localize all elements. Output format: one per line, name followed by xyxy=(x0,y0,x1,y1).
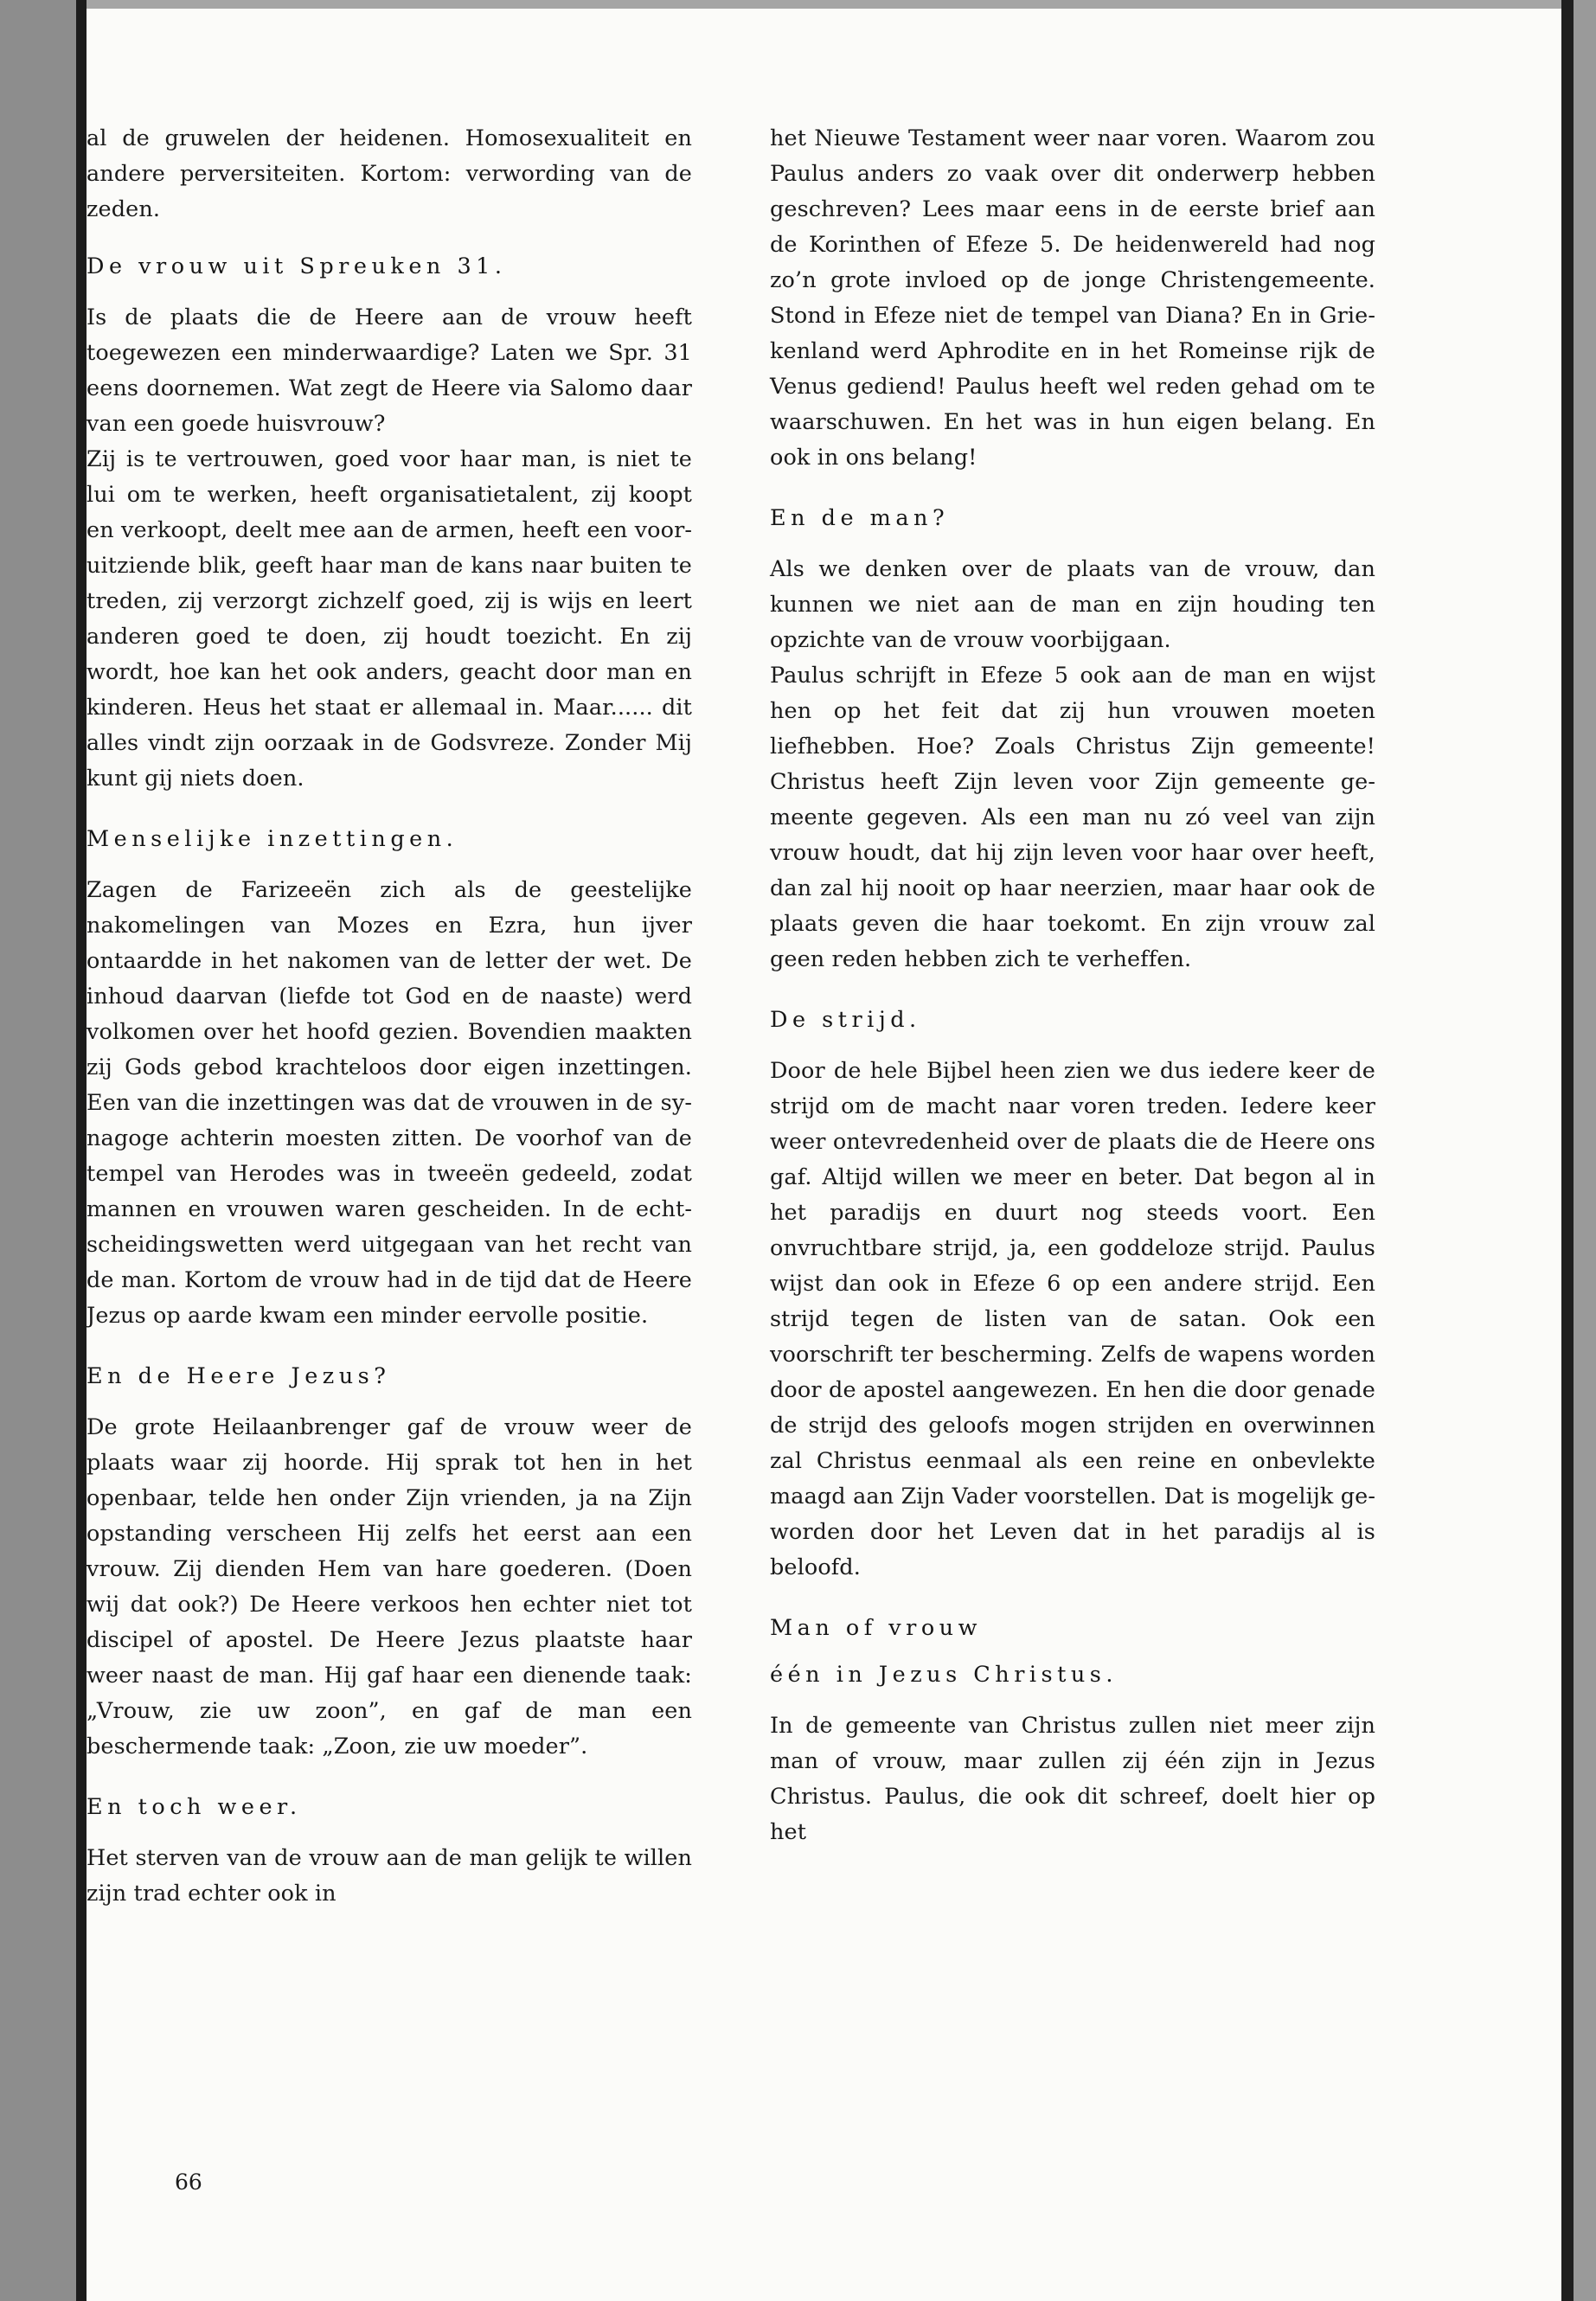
scan-edge-right xyxy=(1572,0,1596,2301)
text-columns xyxy=(87,121,1479,1912)
left-column xyxy=(87,121,692,1912)
paragraph: Zagen de Farizeeën zich als de geestelijke nakomelingen van Mozes en Ezra, hun ijver ontaardde in het nakomen van de letter der wet. De inhoud daarvan (liefde tot God en de naaste) werd volkomen over het hoofd gezien. Bovendien maakten zij Gods gebod krachteloos door eigen inzettingen. Een van die inzettingen was dat de vrouwen in de synagoge achterin moesten zitten. De voorhof van de tempel van Herodes was in tweeën gedeeld, zodat mannen en vrouwen waren gescheiden. In de echtscheidingswetten werd uitgegaan van het recht van de man. Kortom de vrouw had in de tijd dat de Heere Jezus op aarde kwam een minder eervolle positie. xyxy=(87,877,692,1329)
paragraph: het Nieuwe Testament weer naar voren. Waarom zou Paulus anders zo vaak over dit onderwerp hebben geschreven? Lees maar eens in de eerste brief aan de Korinthen of Efeze 5. De heidenwereld had nog zo’n grote invloed op de jonge Christengemeente. Stond in Efeze niet de tempel van Diana? En in Griekenland werd Aphrodite en in het Romeinse rijk de Venus gediend! Paulus heeft wel reden gehad om te waarschuwen. En het was in hun eigen belang. En ook in ons belang! xyxy=(770,125,1375,471)
section-subheading: één in Jezus Christus. xyxy=(770,1662,1118,1688)
right-column xyxy=(770,121,1375,1912)
section-heading: Man of vrouw xyxy=(770,1615,982,1641)
paragraph: Zij is te vertrouwen, goed voor haar man, is niet te lui om te werken, heeft organisatietalent, zij koopt en verkoopt, deelt mee aan de armen, heeft een vooruitziende blik, geeft haar man de kans naar buiten te treden, zij verzorgt zichzelf goed, zij is wijs en leert anderen goed te doen, zij houdt toezicht. En zij wordt, hoe kan het ook anders, geacht door man en kinderen. Heus het staat er allemaal in. Maar...... dit alles vindt zijn oorzaak in de Godsvreze. Zonder Mij kunt gij niets doen. xyxy=(87,446,692,792)
scan-gutter-left xyxy=(76,0,87,2301)
scan-edge-top xyxy=(87,0,1561,9)
section-heading: Menselijke inzettingen. xyxy=(87,826,458,852)
paragraph: Door de hele Bijbel heen zien we dus iedere keer de strijd om de macht naar voren treden. Iedere keer weer ontevredenheid over de plaats die de Heere ons gaf. Altijd willen we meer en beter. Dat begon al in het paradijs en duurt nog steeds voort. Een onvruchtbare strijd, ja, een goddeloze strijd. Paulus wijst dan ook in Efeze 6 op een andere strijd. Een strijd tegen de listen van de satan. Ook een voorschrift ter bescherming. Zelfs de wapens worden door de apostel aangewezen. En hen die door genade de strijd des geloofs mogen strijden en overwinnen zal Christus eenmaal als een reine en onbevlekte maagd aan Zijn Vader voorstellen. Dat is mogelijk geworden door het Leven dat in het paradijs al is beloofd. xyxy=(770,1058,1375,1580)
section-heading: En de man? xyxy=(770,505,950,531)
paragraph: Het sterven van de vrouw aan de man gelijk te willen zijn trad echter ook in xyxy=(87,1845,692,1907)
paragraph: Paulus schrijft in Efeze 5 ook aan de man en wijst hen op het feit dat zij hun vrouwen moeten liefhebben. Hoe? Zoals Christus Zijn gemeente! Christus heeft Zijn leven voor Zijn gemeente gemeente gegeven. Als een man nu zó veel van zijn vrouw houdt, dat hij zijn leven voor haar over heeft, dan zal hij nooit op haar neerzien, maar haar ook de plaats geven die haar toekomt. En zijn vrouw zal geen reden hebben zich te verheffen. xyxy=(770,663,1375,972)
scan-edge-left xyxy=(0,0,87,2301)
scan-gutter-right xyxy=(1561,0,1574,2301)
paragraph: Is de plaats die de Heere aan de vrouw heeft toegewezen een minderwaardige? Laten we Spr. 31 eens doornemen. Wat zegt de Heere via Salomo daar van een goede huisvrouw? xyxy=(87,304,692,437)
paragraph: In de gemeente van Christus zullen niet meer zijn man of vrouw, maar zullen zij één zijn in Jezus Christus. Paulus, die ook dit schreef, doelt hier op het xyxy=(770,1713,1375,1845)
paragraph: al de gruwelen der heidenen. Homosexualiteit en andere perversiteiten. Kortom: verwording van de zeden. xyxy=(87,125,692,222)
section-heading: En toch weer. xyxy=(87,1794,302,1820)
section-heading: De vrouw uit Spreuken 31. xyxy=(87,253,507,279)
paragraph: Als we denken over de plaats van de vrouw, dan kunnen we niet aan de man en zijn houding ten opzichte van de vrouw voorbijgaan. xyxy=(770,556,1375,653)
page-number: 66 xyxy=(175,2170,202,2195)
paragraph: De grote Heilaanbrenger gaf de vrouw weer de plaats waar zij hoorde. Hij sprak tot hen in het openbaar, telde hen onder Zijn vrienden, ja na Zijn opstanding verscheen Hij zelfs het eerst aan een vrouw. Zij dienden Hem van hare goederen. (Doen wij dat ook?) De Heere verkoos hen echter niet tot discipel of apostel. De Heere Jezus plaatste haar weer naast de man. Hij gaf haar een dienende taak: „Vrouw, zie uw zoon”, en gaf de man een beschermende taak: „Zoon, zie uw moeder”. xyxy=(87,1414,692,1759)
section-heading: De strijd. xyxy=(770,1007,921,1033)
section-heading: En de Heere Jezus? xyxy=(87,1363,391,1389)
